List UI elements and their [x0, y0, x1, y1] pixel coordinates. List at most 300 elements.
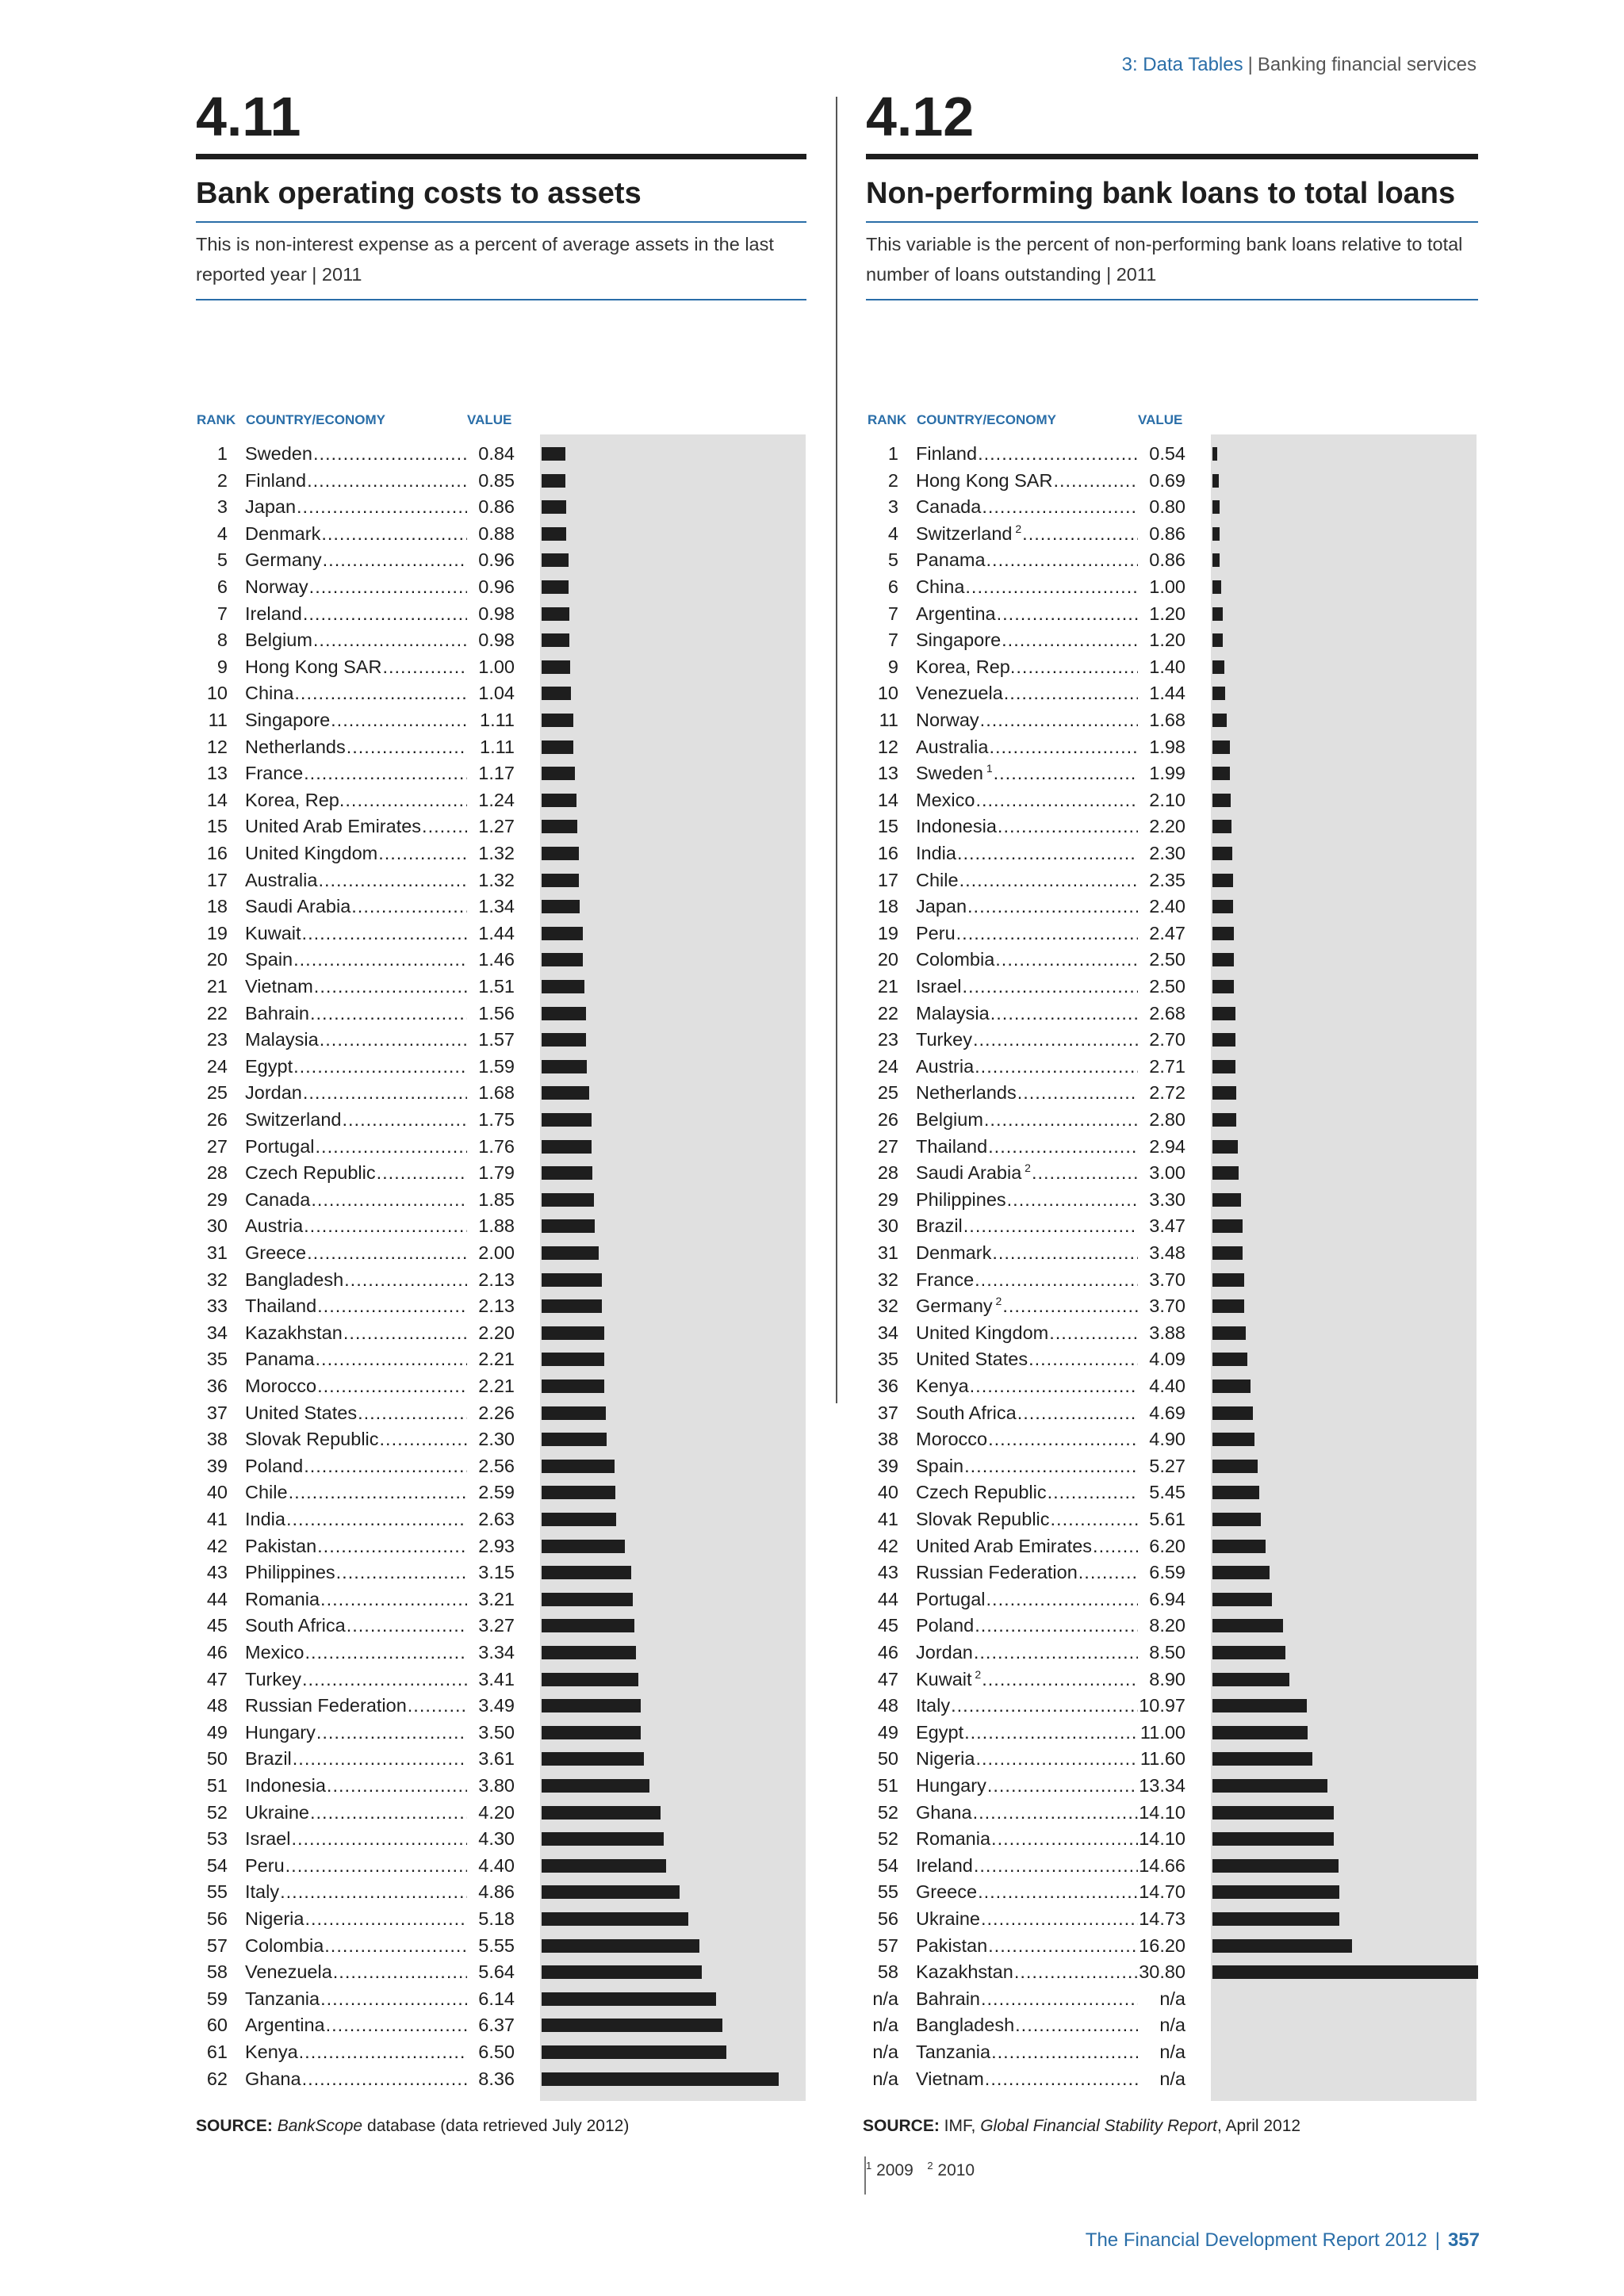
rank-cell: 47 — [877, 1668, 898, 1689]
data-bar — [542, 1433, 607, 1446]
country-cell: Greece ..... — [916, 1879, 1138, 1906]
value-cell: 6.37 — [477, 2012, 515, 2039]
rank-cell: 46 — [877, 1642, 898, 1663]
value-cell: 8.20 — [1148, 1613, 1185, 1640]
rank-cell: 45 — [877, 1615, 898, 1636]
country-cell: Ukraine ..... — [916, 1906, 1138, 1933]
country-cell: Austria ..... — [916, 1054, 1138, 1081]
value-cell: 1.46 — [477, 947, 515, 974]
title-rule — [196, 154, 806, 159]
rank-cell: 39 — [877, 1455, 898, 1476]
value-cell: 1.00 — [1148, 574, 1185, 601]
table-row — [867, 1293, 1477, 1320]
value-cell: 1.24 — [477, 787, 515, 814]
country-cell: Indonesia ..... — [916, 813, 1138, 840]
table-row — [196, 654, 806, 681]
value-cell: 2.21 — [477, 1346, 515, 1373]
value-cell: 4.40 — [477, 1853, 515, 1880]
rank-cell: 28 — [877, 1162, 898, 1184]
rank-cell: 44 — [877, 1588, 898, 1609]
table-row — [867, 734, 1477, 761]
table-row — [867, 813, 1477, 840]
value-cell: 5.18 — [477, 1906, 515, 1933]
rank-cell: 23 — [877, 1029, 898, 1050]
rank-cell: 38 — [877, 1429, 898, 1450]
country-cell: Saudi Arabia ..... — [245, 894, 467, 920]
data-bar — [542, 1380, 604, 1393]
value-cell: 6.50 — [477, 2039, 515, 2066]
data-bar — [542, 1992, 716, 2006]
country-cell: Colombia ..... — [916, 947, 1138, 974]
value-cell: 1.75 — [477, 1107, 515, 1134]
table-row — [196, 1160, 806, 1187]
value-cell: 2.30 — [1148, 840, 1185, 867]
table-row — [867, 1187, 1477, 1214]
data-bar — [1212, 1086, 1236, 1100]
data-bar — [542, 1832, 664, 1846]
rank-cell: 41 — [877, 1509, 898, 1529]
table-row — [196, 1959, 806, 1986]
value-cell: 3.49 — [477, 1693, 515, 1720]
data-bar — [1212, 1273, 1244, 1287]
table-row — [196, 1320, 806, 1347]
rank-cell: 32 — [877, 1295, 898, 1317]
table-row — [867, 1613, 1477, 1640]
footer-separator: | — [1434, 2229, 1440, 2251]
rank-cell: 1 — [887, 443, 898, 464]
country-cell: Poland ..... — [916, 1613, 1138, 1640]
table-row — [196, 468, 806, 495]
rank-cell: 28 — [206, 1162, 228, 1184]
table-row — [867, 1453, 1477, 1480]
value-header: VALUE — [467, 412, 512, 427]
table-row — [196, 1027, 806, 1054]
data-bar — [542, 1513, 616, 1526]
title-underline — [196, 221, 806, 223]
rank-cell: 31 — [206, 1242, 228, 1263]
country-cell: Portugal ..... — [245, 1134, 467, 1161]
country-cell: Switzerland $^2$ ..... — [916, 521, 1138, 548]
table-row — [867, 1107, 1477, 1134]
country-cell: South Africa ..... — [916, 1400, 1138, 1427]
rank-cell: 34 — [206, 1322, 228, 1343]
table-row — [867, 1054, 1477, 1081]
table-row — [196, 627, 806, 654]
rank-cell: 37 — [877, 1402, 898, 1423]
table-row — [196, 1746, 806, 1773]
report-title: The Financial Development Report 2012 — [1085, 2229, 1427, 2251]
rank-cell: 35 — [206, 1349, 228, 1370]
data-bar — [542, 1273, 602, 1287]
data-bar — [542, 1113, 592, 1127]
data-bar — [1212, 1007, 1235, 1020]
country-cell: Netherlands ..... — [916, 1080, 1138, 1107]
rank-header: RANK — [197, 412, 236, 427]
table-row — [867, 2066, 1477, 2093]
data-bar — [542, 474, 565, 488]
value-cell: 1.68 — [1148, 707, 1185, 734]
footnote-1: 2009 — [876, 2161, 914, 2179]
value-cell: 1.68 — [477, 1080, 515, 1107]
table-row — [867, 1479, 1477, 1506]
footnote-marker: 2 — [1012, 522, 1022, 535]
value-cell: 5.64 — [477, 1959, 515, 1986]
rank-cell: 32 — [877, 1269, 898, 1290]
data-bar — [1212, 1726, 1308, 1739]
rank-cell: 21 — [877, 976, 898, 997]
country-cell: Singapore ..... — [245, 707, 467, 734]
value-cell: 1.32 — [477, 867, 515, 894]
value-cell: 14.73 — [1138, 1906, 1185, 1933]
data-bar — [542, 767, 575, 780]
value-cell: 1.11 — [479, 707, 515, 734]
value-cell: 0.69 — [1148, 468, 1185, 495]
value-cell: 1.17 — [477, 760, 515, 787]
country-cell: South Africa ..... — [245, 1613, 467, 1640]
rank-cell: 42 — [877, 1535, 898, 1556]
value-cell: 2.71 — [1148, 1054, 1185, 1081]
data-bar — [542, 1859, 666, 1873]
country-cell: Kazakhstan ..... — [245, 1320, 467, 1347]
rank-cell: 29 — [206, 1188, 228, 1210]
panel-description: This variable is the percent of non-performing bank loans relative to total number of loans outstanding | 2011 — [866, 234, 1463, 285]
rank-cell: 16 — [206, 843, 228, 863]
table-row — [867, 654, 1477, 681]
rank-cell: 18 — [877, 896, 898, 917]
country-cell: Japan ..... — [916, 894, 1138, 920]
rank-cell: n/a — [872, 1988, 898, 2009]
value-cell: 0.96 — [477, 574, 515, 601]
rank-cell: 36 — [206, 1376, 228, 1396]
country-cell: Germany $^2$ ..... — [916, 1293, 1138, 1320]
data-bar — [542, 500, 566, 514]
rank-cell: 13 — [877, 763, 898, 784]
value-cell: n/a — [1159, 2012, 1185, 2039]
rank-cell: 15 — [206, 816, 228, 837]
rank-cell: 1 — [216, 443, 228, 464]
table-row — [867, 1826, 1477, 1853]
country-cell: Hong Kong SAR ..... — [916, 468, 1138, 495]
country-cell: Japan ..... — [245, 494, 467, 521]
country-cell: India ..... — [916, 840, 1138, 867]
country-cell: Bangladesh ..... — [916, 2012, 1138, 2039]
table-row — [196, 1080, 806, 1107]
value-cell: 8.50 — [1148, 1640, 1185, 1667]
rank-cell: 2 — [216, 469, 228, 491]
data-bar — [542, 1353, 604, 1366]
table-row — [196, 1667, 806, 1693]
value-cell: 2.00 — [477, 1240, 515, 1267]
country-cell: Korea, Rep. ..... — [245, 787, 467, 814]
country-cell: Canada ..... — [245, 1187, 467, 1214]
country-cell: Malaysia ..... — [916, 1001, 1138, 1027]
rank-cell: 43 — [877, 1562, 898, 1583]
rank-cell: 58 — [206, 1961, 228, 1983]
table-row — [196, 1933, 806, 1960]
country-cell: Brazil ..... — [245, 1746, 467, 1773]
value-cell: 0.86 — [477, 494, 515, 521]
table-row — [867, 1720, 1477, 1747]
rank-cell: 3 — [216, 496, 228, 518]
value-cell: 14.66 — [1138, 1853, 1185, 1880]
value-cell: 2.68 — [1148, 1001, 1185, 1027]
value-cell: 14.10 — [1138, 1800, 1185, 1827]
rank-cell: 9 — [887, 656, 898, 677]
rank-cell: 22 — [206, 1002, 228, 1024]
country-cell: Philippines ..... — [245, 1559, 467, 1586]
value-cell: 5.55 — [477, 1933, 515, 1960]
value-cell: 11.60 — [1139, 1746, 1185, 1773]
table-row — [867, 680, 1477, 707]
value-cell: 2.40 — [1148, 894, 1185, 920]
value-cell: 2.80 — [1148, 1107, 1185, 1134]
value-cell: 16.20 — [1138, 1933, 1185, 1960]
title-underline — [866, 221, 1478, 223]
country-cell: United Kingdom ..... — [916, 1320, 1138, 1347]
footnote-marker: 2 — [992, 1295, 1002, 1308]
value-cell: 2.50 — [1148, 974, 1185, 1001]
country-cell: Ghana ..... — [916, 1800, 1138, 1827]
data-bar — [1212, 874, 1233, 887]
table-row — [196, 840, 806, 867]
value-cell: 30.80 — [1138, 1959, 1185, 1986]
country-cell: Canada ..... — [916, 494, 1138, 521]
value-cell: 2.72 — [1148, 1080, 1185, 1107]
value-cell: 3.88 — [1148, 1320, 1185, 1347]
value-cell: 8.36 — [477, 2066, 515, 2093]
data-bar — [542, 607, 569, 621]
rank-cell: 41 — [206, 1509, 228, 1529]
country-cell: Argentina ..... — [916, 601, 1138, 628]
table-row — [867, 1320, 1477, 1347]
table-row — [196, 2039, 806, 2066]
description-underline — [196, 299, 806, 300]
rank-cell: 25 — [206, 1082, 228, 1104]
value-cell: n/a — [1159, 2066, 1185, 2093]
value-cell: 1.79 — [477, 1160, 515, 1187]
rank-cell: 20 — [877, 949, 898, 970]
rank-cell: 4 — [216, 522, 228, 544]
data-bar — [1212, 580, 1221, 594]
country-cell: Ireland ..... — [916, 1853, 1138, 1880]
rank-cell: 42 — [206, 1535, 228, 1556]
table-row — [867, 1001, 1477, 1027]
value-cell: n/a — [1159, 1986, 1185, 2013]
rank-cell: 25 — [877, 1082, 898, 1104]
panel-4-11 — [196, 79, 806, 300]
rank-cell: 46 — [206, 1642, 228, 1663]
table-row — [867, 1746, 1477, 1773]
country-cell: Pakistan ..... — [245, 1533, 467, 1560]
data-bar — [1212, 1619, 1283, 1632]
data-bar — [542, 740, 573, 754]
country-cell: Egypt ..... — [245, 1054, 467, 1081]
table-row — [196, 1640, 806, 1667]
country-cell: Sweden ..... — [245, 441, 467, 468]
data-bar — [1212, 740, 1230, 754]
table-row — [867, 1559, 1477, 1586]
value-cell: 0.98 — [477, 627, 515, 654]
data-bar — [1212, 1140, 1238, 1154]
country-cell: Mexico ..... — [245, 1640, 467, 1667]
rank-cell: 5 — [216, 549, 228, 571]
data-bar — [1212, 1219, 1243, 1233]
table-row — [196, 1773, 806, 1800]
country-cell: Nigeria ..... — [245, 1906, 467, 1933]
rank-cell: 12 — [877, 736, 898, 757]
description-underline — [866, 299, 1478, 300]
country-cell: China ..... — [245, 680, 467, 707]
data-bar — [542, 1086, 589, 1100]
value-cell: 1.98 — [1148, 734, 1185, 761]
table-row — [867, 1080, 1477, 1107]
data-bar — [542, 1885, 680, 1899]
table-row — [867, 627, 1477, 654]
country-cell: Slovak Republic ..... — [916, 1506, 1138, 1533]
table-row — [867, 574, 1477, 601]
value-cell: 4.09 — [1148, 1346, 1185, 1373]
country-cell: Netherlands ..... — [245, 734, 467, 761]
table-row — [196, 1001, 806, 1027]
footnote-2: 2010 — [937, 2161, 975, 2179]
country-cell: Switzerland ..... — [245, 1107, 467, 1134]
country-cell: Kazakhstan ..... — [916, 1959, 1138, 1986]
footnote-marker: 1 — [982, 762, 993, 775]
value-cell: 2.20 — [477, 1320, 515, 1347]
table-row — [196, 1879, 806, 1906]
value-cell: 2.21 — [477, 1373, 515, 1400]
rank-cell: 6 — [216, 576, 228, 597]
data-bar — [542, 847, 579, 860]
country-cell: Philippines ..... — [916, 1187, 1138, 1214]
data-bar — [542, 1752, 644, 1766]
value-cell: 4.69 — [1148, 1400, 1185, 1427]
data-bar — [1212, 1885, 1339, 1899]
value-cell: 11.00 — [1139, 1720, 1185, 1747]
value-cell: 3.48 — [1148, 1240, 1185, 1267]
value-cell: 10.97 — [1138, 1693, 1185, 1720]
footnote-marker: 2 — [971, 1667, 982, 1681]
country-cell: Denmark ..... — [245, 521, 467, 548]
country-cell: Vietnam ..... — [916, 2066, 1138, 2093]
rank-cell: 19 — [877, 922, 898, 943]
country-cell: Hungary ..... — [916, 1773, 1138, 1800]
rank-cell: 19 — [206, 922, 228, 943]
table-row — [196, 1373, 806, 1400]
country-cell: United Arab Emirates ..... — [245, 813, 467, 840]
value-cell: 1.44 — [1148, 680, 1185, 707]
data-bar — [542, 1726, 641, 1739]
value-cell: 1.85 — [477, 1187, 515, 1214]
rank-cell: 17 — [206, 869, 228, 890]
country-cell: Spain ..... — [916, 1453, 1138, 1480]
country-cell: United Kingdom ..... — [245, 840, 467, 867]
value-cell: 0.80 — [1148, 494, 1185, 521]
value-cell: 2.50 — [1148, 947, 1185, 974]
data-bar — [542, 714, 573, 727]
table-row — [867, 1506, 1477, 1533]
country-cell: India ..... — [245, 1506, 467, 1533]
value-cell: 3.70 — [1148, 1267, 1185, 1294]
data-bar — [1212, 1965, 1478, 1979]
subsection-label: Banking financial services — [1257, 54, 1477, 75]
table-row — [196, 1453, 806, 1480]
country-cell: Greece ..... — [245, 1240, 467, 1267]
value-cell: 4.40 — [1148, 1373, 1185, 1400]
table-row — [867, 1373, 1477, 1400]
rank-cell: 61 — [206, 2042, 228, 2062]
country-cell: Indonesia ..... — [245, 1773, 467, 1800]
data-bar — [1212, 447, 1217, 461]
table-row — [196, 2066, 806, 2093]
data-bar — [542, 1566, 631, 1579]
table-row — [867, 1667, 1477, 1693]
rank-cell: 10 — [206, 683, 228, 704]
table-row — [867, 920, 1477, 947]
country-cell: Hong Kong SAR ..... — [245, 654, 467, 681]
country-cell: United States ..... — [916, 1346, 1138, 1373]
value-cell: 1.59 — [477, 1054, 515, 1081]
data-bar — [1212, 474, 1219, 488]
data-bar — [542, 1219, 595, 1233]
table-row — [196, 1054, 806, 1081]
country-cell: Poland ..... — [245, 1453, 467, 1480]
value-cell: 3.30 — [1148, 1187, 1185, 1214]
data-bar — [1212, 527, 1220, 541]
table-row — [196, 1906, 806, 1933]
data-bar — [542, 820, 577, 833]
table-row — [867, 1027, 1477, 1054]
rank-cell: 15 — [877, 816, 898, 837]
rank-cell: 53 — [206, 1828, 228, 1850]
rank-cell: 26 — [877, 1109, 898, 1130]
data-bar — [542, 1166, 592, 1180]
source-note-left — [196, 2117, 629, 2136]
country-cell: Czech Republic ..... — [245, 1160, 467, 1187]
country-cell: France ..... — [245, 760, 467, 787]
data-bar — [542, 1912, 688, 1926]
value-cell: 2.93 — [477, 1533, 515, 1560]
table-row — [196, 1293, 806, 1320]
country-cell: Russian Federation ..... — [245, 1693, 467, 1720]
value-cell: 0.86 — [1148, 547, 1185, 574]
data-bar — [1212, 714, 1227, 727]
data-bar — [1212, 660, 1224, 674]
country-cell: Singapore ..... — [916, 627, 1138, 654]
data-bar — [1212, 1832, 1334, 1846]
country-cell: Morocco ..... — [245, 1373, 467, 1400]
table-row — [196, 760, 806, 787]
rank-cell: 11 — [879, 710, 898, 730]
rank-cell: 23 — [206, 1029, 228, 1050]
source-text: database (data retrieved July 2012) — [362, 2117, 630, 2135]
data-bar — [1212, 553, 1220, 567]
value-cell: 2.47 — [1148, 920, 1185, 947]
value-cell: 8.90 — [1148, 1667, 1185, 1693]
country-cell: Jordan ..... — [916, 1640, 1138, 1667]
table-row — [867, 1959, 1477, 1986]
country-cell: France ..... — [916, 1267, 1138, 1294]
country-cell: Czech Republic ..... — [916, 1479, 1138, 1506]
value-cell: 1.76 — [477, 1134, 515, 1161]
value-cell: 2.35 — [1148, 867, 1185, 894]
table-row — [196, 1986, 806, 2013]
source-title: BankScope — [277, 2117, 363, 2135]
data-bar — [1212, 1779, 1327, 1793]
data-bar — [1212, 900, 1233, 913]
data-bar — [1212, 847, 1232, 860]
table-row — [867, 1640, 1477, 1667]
